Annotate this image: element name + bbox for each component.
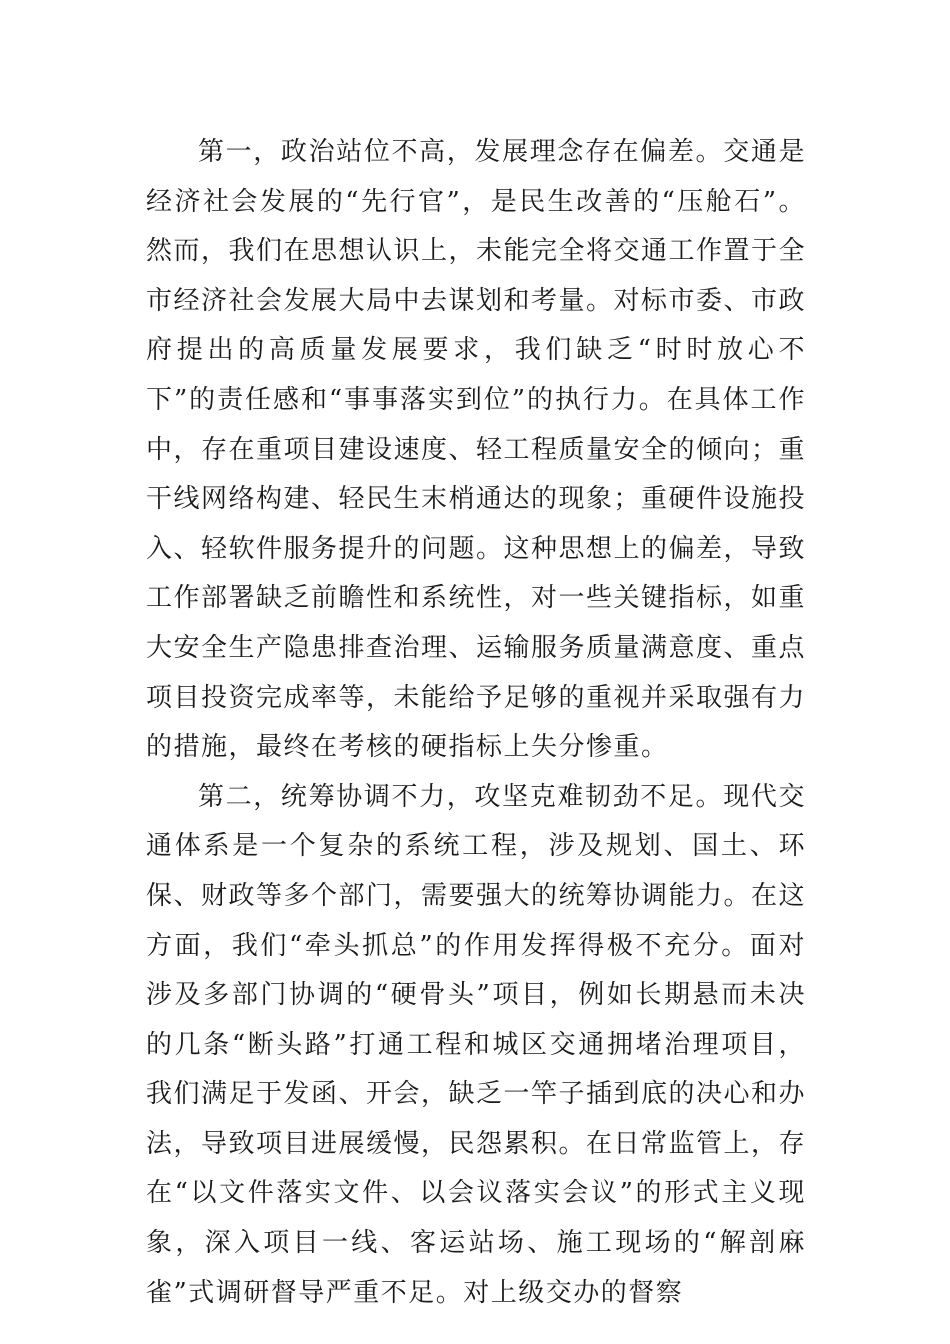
paragraph-1: 第一，政治站位不高，发展理念存在偏差。交通是经济社会发展的“先行官”，是民生改善的“压舱石”。然而，我们在思想认识上，未能完全将交通工作置于全市经济社会发展大局中去谋划和考量。对标市委、市政府提出的高质量发展要求，我们缺乏“时时放心不下”的责任感和“事事落实到位”的执行力。在具体工作中，存在重项目建设速度、轻工程质量安全的倾向；重干线网络构建、轻民生末梢通达的现象；重硬件设施投入、轻软件服务提升的问题。这种思想上的偏差，导致工作部署缺乏前瞻性和系统性，对一些关键指标，如重大安全生产隐患排查治理、运输服务质量满意度、重点项目投资完成率等，未能给予足够的重视并采取强有力的措施，最终在考核的硬指标上失分惨重。 (146, 137, 807, 763)
paragraph-2: 第二，统筹协调不力，攻坚克难韧劲不足。现代交通体系是一个复杂的系统工程，涉及规划、国土、环保、财政等多个部门，需要强大的统筹协调能力。在这方面，我们“牵头抓总”的作用发挥得极不充分。面对涉及多部门协调的“硬骨头”项目，例如长期悬而未决的几条“断头路”打通工程和城区交通拥堵治理项目，我们满足于发函、开会，缺乏一竿子插到底的决心和办法，导致项目进展缓慢，民怨累积。在日常监管上，存在“以文件落实文件、以会议落实会议”的形式主义现象，深入项目一线、客运站场、施工现场的“解剖麻雀”式调研督导严重不足。对上级交办的督察 (146, 781, 807, 1308)
document-body (146, 128, 806, 1318)
